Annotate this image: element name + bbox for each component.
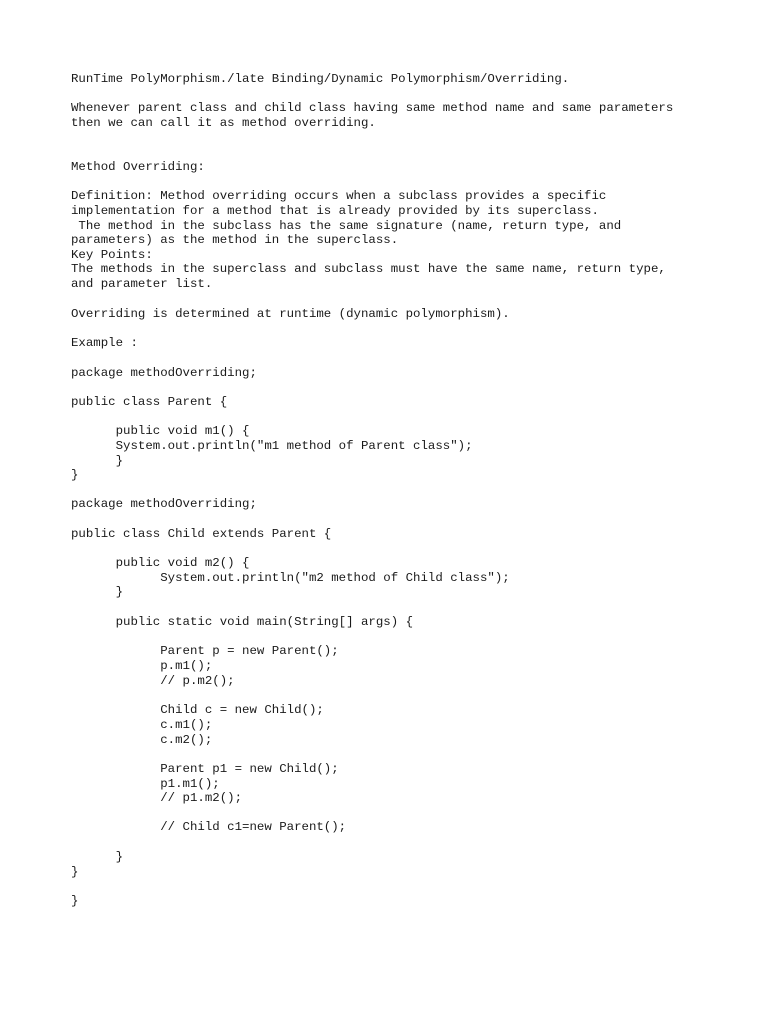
code-line: // p.m2();: [71, 674, 235, 688]
definition-line: The method in the subclass has the same signature (name, return type, and: [71, 219, 622, 233]
section-heading: Method Overriding:: [71, 160, 205, 174]
code-line: package methodOverriding;: [71, 366, 257, 380]
document-title: RunTime PolyMorphism./late Binding/Dynamic Polymorphism/Overriding.: [71, 72, 570, 86]
code-line: public class Parent {: [71, 395, 228, 409]
code-line: public class Child extends Parent {: [71, 527, 332, 541]
code-line: Child c = new Child();: [71, 703, 324, 717]
code-line: c.m1();: [71, 718, 213, 732]
code-line: Parent p = new Parent();: [71, 644, 339, 658]
intro-line: Whenever parent class and child class having same method name and same parameters: [71, 101, 674, 115]
intro-line: then we can call it as method overriding.: [71, 116, 376, 130]
code-line: }: [71, 454, 124, 468]
key-point-line: and parameter list.: [71, 277, 213, 291]
code-line: System.out.println("m2 method of Child class");: [71, 571, 510, 585]
code-line: System.out.println("m1 method of Parent class");: [71, 439, 473, 453]
code-line: p1.m1();: [71, 777, 220, 791]
code-line: package methodOverriding;: [71, 497, 257, 511]
definition-line: implementation for a method that is already provided by its superclass.: [71, 204, 599, 218]
code-line: public static void main(String[] args) {: [71, 615, 414, 629]
code-line: c.m2();: [71, 733, 213, 747]
code-line: }: [71, 585, 124, 599]
code-line: public void m1() {: [71, 424, 250, 438]
example-heading: Example :: [71, 336, 138, 350]
code-line: }: [71, 850, 124, 864]
code-line: p.m1();: [71, 659, 213, 673]
key-points-heading: Key Points:: [71, 248, 153, 262]
definition-line: parameters) as the method in the superclass.: [71, 233, 399, 247]
code-line: }: [71, 468, 79, 482]
code-line: // p1.m2();: [71, 791, 243, 805]
key-point-line: Overriding is determined at runtime (dynamic polymorphism).: [71, 307, 510, 321]
code-line: // Child c1=new Parent();: [71, 820, 347, 834]
definition-line: Definition: Method overriding occurs when a subclass provides a specific: [71, 189, 607, 203]
code-line: Parent p1 = new Child();: [71, 762, 339, 776]
key-point-line: The methods in the superclass and subclass must have the same name, return type,: [71, 262, 666, 276]
code-line: }: [71, 865, 79, 879]
code-line: }: [71, 894, 79, 908]
code-line: public void m2() {: [71, 556, 250, 570]
